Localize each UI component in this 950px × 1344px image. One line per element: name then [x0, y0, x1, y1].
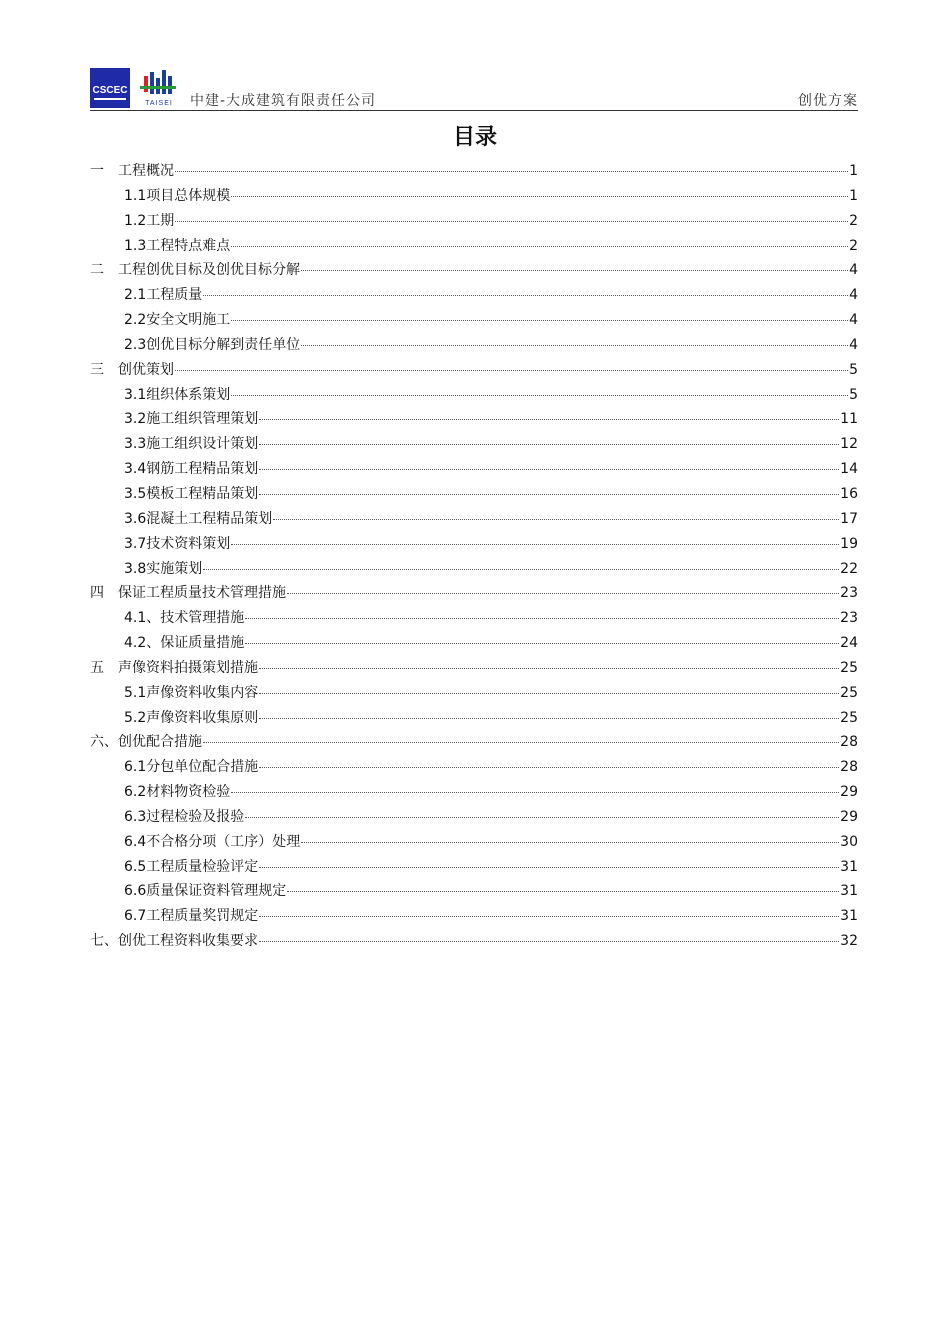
toc-entry[interactable] [90, 235, 858, 260]
toc-dot-leader [301, 269, 848, 271]
toc-entry-page-number: 16 [840, 485, 858, 502]
toc-entry[interactable] [90, 359, 858, 384]
toc-entry-page-number: 2 [849, 212, 858, 229]
toc-entry-label: 五 声像资料拍摄策划措施 [90, 659, 258, 676]
toc-dot-leader [259, 717, 839, 719]
document-type: 创优方案 [798, 93, 858, 109]
toc-entry-page-number: 17 [840, 510, 858, 527]
toc-entry-label: 2.1工程质量 [124, 287, 203, 304]
toc-entry-page-number: 4 [849, 262, 858, 279]
taisei-logo [136, 68, 182, 108]
toc-entry-page-number: 19 [840, 535, 858, 552]
toc-entry-page-number: 22 [840, 560, 858, 577]
toc-entry-page-number: 24 [840, 635, 858, 652]
toc-entry-page-number: 31 [840, 858, 858, 875]
page-header [90, 64, 858, 111]
toc-entry-page-number: 28 [840, 734, 858, 751]
toc-entry-page-number: 25 [840, 684, 858, 701]
toc-entry-label: 3.3施工组织设计策划 [124, 436, 259, 453]
toc-entry[interactable] [90, 408, 858, 433]
cscec-logo [90, 68, 130, 108]
toc-entry-label: 6.5工程质量检验评定 [124, 858, 259, 875]
toc-dot-leader [203, 741, 839, 743]
toc-entry[interactable] [90, 781, 858, 806]
toc-entry[interactable] [90, 558, 858, 583]
toc-dot-leader [175, 220, 848, 222]
toc-dot-leader [259, 443, 839, 445]
toc-entry-page-number: 30 [840, 833, 858, 850]
toc-entry-label: 3.1组织体系策划 [124, 386, 231, 403]
toc-dot-leader [259, 667, 839, 669]
toc-entry[interactable] [90, 582, 858, 607]
toc-dot-leader [259, 418, 839, 420]
toc-entry-label: 1.3工程特点难点 [124, 237, 231, 254]
toc-entry-label: 二 工程创优目标及创优目标分解 [90, 262, 300, 279]
toc-dot-leader [203, 294, 848, 296]
toc-entry-label: 四 保证工程质量技术管理措施 [90, 585, 286, 602]
toc-entry-page-number: 28 [840, 759, 858, 776]
toc-dot-leader [287, 890, 839, 892]
toc-entry-page-number: 29 [840, 808, 858, 825]
toc-dot-leader [259, 940, 839, 942]
toc-dot-leader [259, 692, 839, 694]
toc-entry[interactable] [90, 682, 858, 707]
toc-entry[interactable] [90, 905, 858, 930]
toc-entry[interactable] [90, 458, 858, 483]
toc-dot-leader [231, 791, 839, 793]
toc-entry-page-number: 32 [840, 933, 858, 950]
toc-entry-label: 3.6混凝土工程精品策划 [124, 510, 273, 527]
toc-dot-leader [301, 841, 839, 843]
toc-dot-leader [231, 195, 848, 197]
toc-dot-leader [259, 915, 839, 917]
toc-dot-leader [175, 170, 848, 172]
toc-dot-leader [259, 468, 839, 470]
toc-dot-leader [203, 568, 839, 570]
toc-entry-label: 三 创优策划 [90, 361, 174, 378]
toc-dot-leader [231, 245, 848, 247]
toc-entry-label: 3.4钢筋工程精品策划 [124, 461, 259, 478]
toc-entry[interactable] [90, 334, 858, 359]
toc-entry-label: 1.1项目总体规模 [124, 187, 231, 204]
table-of-contents [90, 160, 858, 955]
toc-entry[interactable] [90, 880, 858, 905]
toc-entry-label: 6.7工程质量奖罚规定 [124, 908, 259, 925]
toc-dot-leader [231, 543, 839, 545]
toc-entry-label: 4.2、保证质量措施 [124, 635, 245, 652]
toc-entry[interactable] [90, 210, 858, 235]
toc-entry-label: 一 工程概况 [90, 163, 174, 179]
toc-dot-leader [301, 344, 848, 346]
toc-entry[interactable] [90, 756, 858, 781]
toc-entry-page-number: 2 [849, 237, 858, 254]
toc-dot-leader [245, 642, 839, 644]
toc-dot-leader [273, 518, 839, 520]
toc-entry-page-number: 14 [840, 461, 858, 478]
taisei-logo-text: TAISEI [145, 100, 173, 107]
toc-entry-label: 3.5模板工程精品策划 [124, 485, 259, 502]
toc-dot-leader [259, 866, 839, 868]
toc-entry[interactable] [90, 259, 858, 284]
toc-entry[interactable] [90, 508, 858, 533]
toc-entry[interactable] [90, 806, 858, 831]
toc-entry-page-number: 29 [840, 784, 858, 801]
toc-entry[interactable] [90, 607, 858, 632]
toc-entry-page-number: 23 [840, 585, 858, 602]
toc-dot-leader [231, 394, 848, 396]
toc-dot-leader [245, 617, 839, 619]
toc-entry-label: 七、创优工程资料收集要求 [90, 933, 258, 950]
toc-entry-label: 4.1、技术管理措施 [124, 610, 245, 627]
toc-dot-leader [231, 319, 848, 321]
toc-entry[interactable] [90, 657, 858, 682]
toc-entry-page-number: 4 [849, 336, 858, 353]
toc-dot-leader [259, 766, 839, 768]
toc-entry-label: 3.8实施策划 [124, 560, 203, 577]
toc-entry-page-number: 11 [840, 411, 858, 428]
toc-entry-label: 6.4不合格分项（工序）处理 [124, 833, 301, 850]
toc-entry-page-number: 31 [840, 908, 858, 925]
toc-entry-page-number: 1 [849, 163, 858, 179]
toc-entry-page-number: 4 [849, 287, 858, 304]
toc-entry[interactable] [90, 309, 858, 334]
toc-entry-label: 6.6质量保证资料管理规定 [124, 883, 287, 900]
toc-entry[interactable] [90, 731, 858, 756]
toc-entry-label: 2.2安全文明施工 [124, 312, 231, 329]
toc-dot-leader [175, 369, 848, 371]
toc-entry-label: 5.2声像资料收集原则 [124, 709, 259, 726]
toc-entry[interactable] [90, 930, 858, 955]
toc-entry[interactable] [90, 384, 858, 409]
toc-entry-label: 5.1声像资料收集内容 [124, 684, 259, 701]
cscec-logo-text: CSCEC [92, 85, 128, 96]
toc-entry[interactable] [90, 433, 858, 458]
toc-entry-page-number: 25 [840, 659, 858, 676]
toc-dot-leader [287, 592, 839, 594]
toc-entry[interactable] [90, 632, 858, 657]
toc-entry-page-number: 23 [840, 610, 858, 627]
toc-entry-label: 2.3创优目标分解到责任单位 [124, 336, 301, 353]
toc-entry[interactable] [90, 284, 858, 309]
toc-entry-page-number: 5 [849, 361, 858, 378]
toc-entry-label: 六、创优配合措施 [90, 734, 202, 751]
toc-entry-page-number: 31 [840, 883, 858, 900]
toc-entry[interactable] [90, 533, 858, 558]
toc-entry-label: 3.2施工组织管理策划 [124, 411, 259, 428]
toc-entry-page-number: 5 [849, 386, 858, 403]
toc-entry-label: 3.7技术资料策划 [124, 535, 231, 552]
toc-entry-label: 6.1分包单位配合措施 [124, 759, 259, 776]
toc-entry-page-number: 25 [840, 709, 858, 726]
toc-entry[interactable] [90, 185, 858, 210]
page-title: 目录 [452, 125, 497, 150]
toc-dot-leader [245, 816, 839, 818]
toc-entry[interactable] [90, 707, 858, 732]
toc-entry[interactable] [90, 483, 858, 508]
company-name: 中建-大成建筑有限责任公司 [190, 93, 377, 109]
toc-entry-page-number: 1 [849, 187, 858, 204]
toc-entry-page-number: 4 [849, 312, 858, 329]
toc-entry-label: 6.2材料物资检验 [124, 784, 231, 801]
toc-entry-label: 6.3过程检验及报验 [124, 808, 245, 825]
toc-entry-page-number: 12 [840, 436, 858, 453]
toc-entry[interactable] [90, 160, 858, 185]
toc-entry-label: 1.2工期 [124, 212, 175, 229]
toc-entry[interactable] [90, 856, 858, 881]
toc-dot-leader [259, 493, 839, 495]
toc-entry[interactable] [90, 831, 858, 856]
